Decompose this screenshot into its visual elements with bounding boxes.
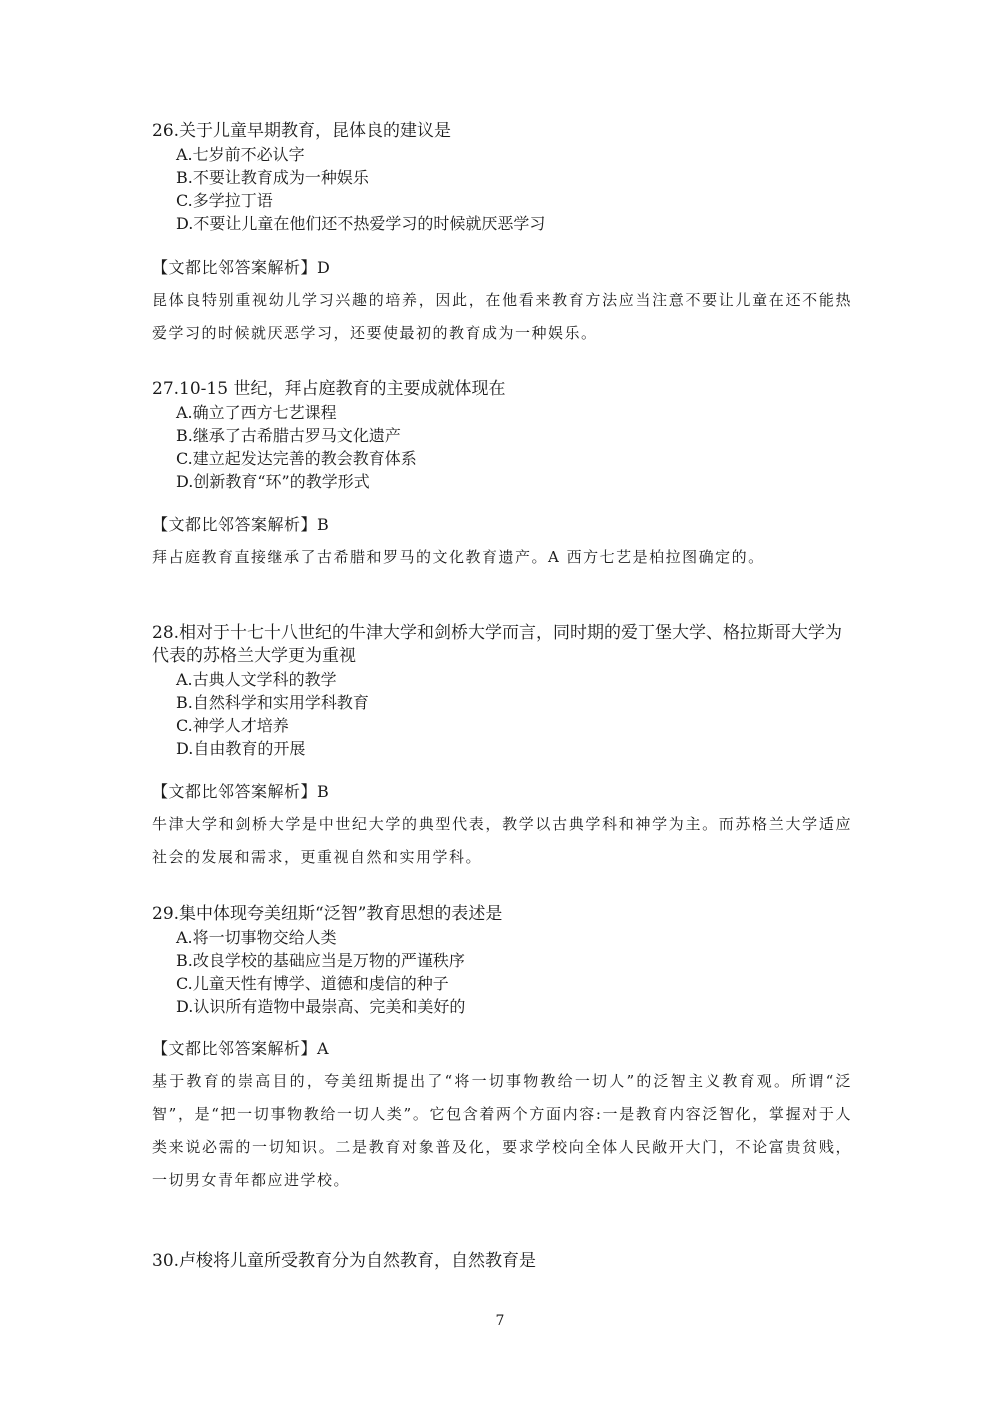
answer-27	[152, 513, 852, 574]
answer-26	[152, 256, 852, 350]
option-a: A.将一切事物交给人类	[176, 928, 337, 947]
option-c: C.多学拉丁语	[176, 191, 273, 210]
answer-heading: 【文都比邻答案解析】B	[152, 782, 330, 801]
answer-explanation: 牛津大学和剑桥大学是中世纪大学的典型代表，教学以古典学科和神学为主。而苏格兰大学适应社会的发展和需求，更重视自然和实用学科。	[152, 815, 852, 866]
answer-explanation: 拜占庭教育直接继承了古希腊和罗马的文化教育遗产。A 西方七艺是柏拉图确定的。	[152, 548, 765, 566]
option-b: B.不要让教育成为一种娱乐	[176, 168, 369, 187]
question-28	[152, 622, 852, 760]
option-c: C.神学人才培养	[176, 716, 289, 735]
answer-29	[152, 1037, 852, 1197]
question-27	[152, 378, 852, 493]
option-d: D.不要让儿童在他们还不热爱学习的时候就厌恶学习	[176, 214, 546, 233]
answer-heading: 【文都比邻答案解析】D	[152, 258, 331, 277]
answer-heading: 【文都比邻答案解析】B	[152, 515, 330, 534]
answer-explanation: 基于教育的崇高目的，夸美纽斯提出了“将一切事物教给一切人”的泛智主义教育观。所谓“泛智”，是“把一切事物教给一切人类”。它包含着两个方面内容:一是教育内容泛智化，掌握对于人类来说必需的一切知识。二是教育对象普及化，要求学校向全体人民敞开大门，不论富贵贫贱，一切男女青年都应进学校。	[152, 1072, 852, 1189]
option-d: D.自由教育的开展	[176, 739, 306, 758]
question-title: 27.10-15 世纪，拜占庭教育的主要成就体现在	[152, 379, 506, 399]
answer-28	[152, 780, 852, 874]
option-c: C.建立起发达完善的教会教育体系	[176, 449, 417, 468]
question-title: 30.卢梭将儿童所受教育分为自然教育，自然教育是	[152, 1251, 537, 1271]
question-26	[152, 120, 852, 235]
answer-heading: 【文都比邻答案解析】A	[152, 1039, 330, 1058]
option-d: D.认识所有造物中最崇高、完美和美好的	[176, 997, 466, 1016]
option-b: B.自然科学和实用学科教育	[176, 693, 369, 712]
question-title: 29.集中体现夸美纽斯“泛智”教育思想的表述是	[152, 904, 503, 924]
question-title: 28.相对于十七十八世纪的牛津大学和剑桥大学而言，同时期的爱丁堡大学、格拉斯哥大学为代表的苏格兰大学更为重视	[152, 623, 843, 666]
option-c: C.儿童天性有博学、道德和虔信的种子	[176, 974, 449, 993]
question-29	[152, 903, 852, 1018]
option-b: B.继承了古希腊古罗马文化遗产	[176, 426, 401, 445]
page-number: 7	[495, 1313, 505, 1329]
option-a: A.七岁前不必认字	[176, 145, 305, 164]
question-30	[152, 1250, 852, 1273]
answer-explanation: 昆体良特别重视幼儿学习兴趣的培养，因此，在他看来教育方法应当注意不要让儿童在还不能热爱学习的时候就厌恶学习，还要使最初的教育成为一种娱乐。	[152, 291, 852, 342]
option-a: A.古典人文学科的教学	[176, 670, 337, 689]
question-title: 26.关于儿童早期教育，昆体良的建议是	[152, 121, 452, 141]
option-b: B.改良学校的基础应当是万物的严谨秩序	[176, 951, 465, 970]
option-a: A.确立了西方七艺课程	[176, 403, 337, 422]
option-d: D.创新教育“环”的教学形式	[176, 472, 370, 491]
